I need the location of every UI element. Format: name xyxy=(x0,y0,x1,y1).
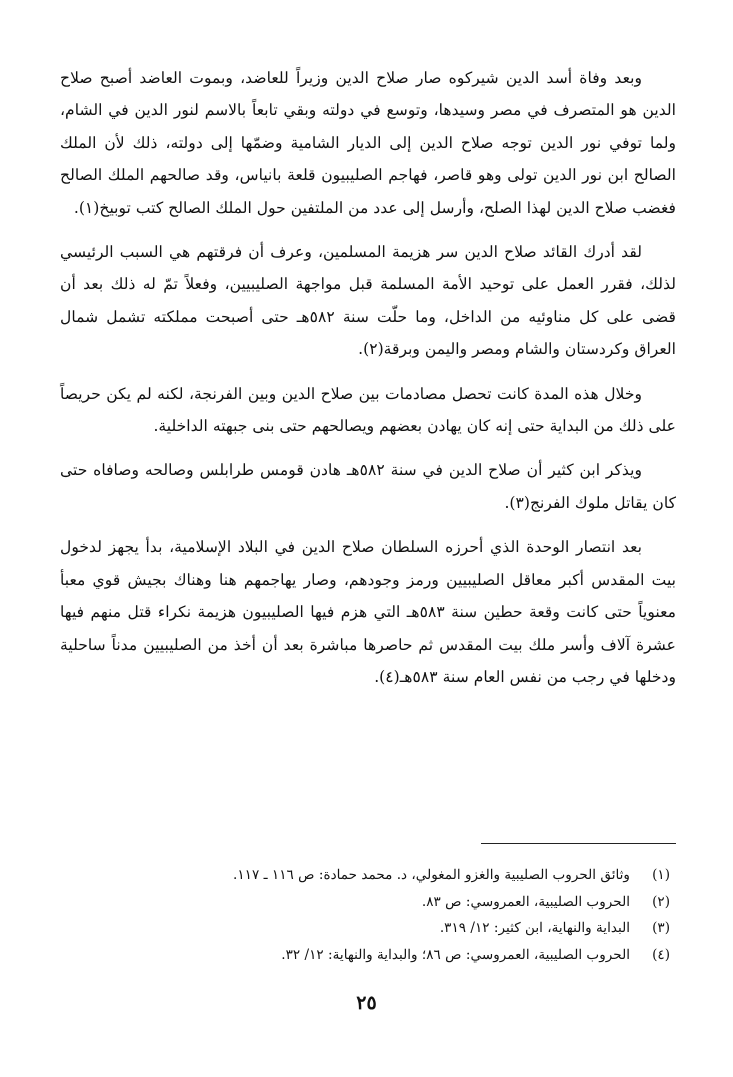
footnote-text: وثائق الحروب الصليبية والغزو المغولي، د. محمد حمادة: ص ١١٦ ـ ١١٧. xyxy=(233,867,630,883)
footnote-item xyxy=(60,942,676,969)
paragraph: وخلال هذه المدة كانت تحصل مصادمات بين صلاح الدين وبين الفرنجة، لكنه لم يكن حريصاً على ذلك من البداية حتى إنه كان يهادن بعضهم ويصالحهم حتى بنى جبهته الداخلية. xyxy=(60,384,676,436)
footnote-divider xyxy=(481,843,676,844)
body-text xyxy=(60,62,676,705)
footnote-number: (٣) xyxy=(652,920,670,936)
footnote-number: (٤) xyxy=(652,946,670,963)
paragraph: لقد أدرك القائد صلاح الدين سر هزيمة المسلمين، وعرف أن فرقتهم هي السبب الرئيسي لذلك، فقرر العمل على توحيد الأمة المسلمة قبل مواجهة الصليبيين، وفعلاً تمّ له ذلك بعد أن قضى على كل مناوئيه من الداخل، وما حلّت سنة ٥٨٢هـ حتى أصبحت مملكته تشمل شمال العراق وكردستان والشام ومصر واليمن وبرقة(٢). xyxy=(60,243,676,359)
footnote-number: (١) xyxy=(652,867,670,883)
footnote-text: الحروب الصليبية، العمروسي: ص ٨٦؛ والبداية والنهاية: ١٢/ ٣٢. xyxy=(281,946,630,963)
footnote-item xyxy=(60,915,676,942)
footnote-text: البداية والنهاية، ابن كثير: ١٢/ ٣١٩. xyxy=(439,920,630,936)
footnote-text: الحروب الصليبية، العمروسي: ص ٨٣. xyxy=(421,893,630,910)
paragraph: ويذكر ابن كثير أن صلاح الدين في سنة ٥٨٢هـ هادن قومس طرابلس وصالحه وصافاه حتى كان يقاتل ملوك الفرنج(٣). xyxy=(60,461,676,512)
page-number: ٢٥ xyxy=(356,992,377,1014)
paragraph: وبعد وفاة أسد الدين شيركوه صار صلاح الدين وزيراً للعاضد، وبموت العاضد أصبح صلاح الدين هو المتصرف في مصر وسيدها، وتوسع في دولته وبقي تابعاً بالاسم لنور الدين في الشام، ولما توفي نور الدين توجه صلاح الدين إلى الديار الشامية وضمّها إلى دولته، ذلك لأن الملك الصالح ابن نور الدين تولى وهو قاصر، فهاجم الصليبيون قلعة بانياس، وقد صالحهم الملك الصالح فغضب صلاح الدين لهذا الصلح، وأرسل إلى عدد من الملتفين حول الملك الصالح كتب توبيخ(١). xyxy=(60,69,676,217)
paragraph: بعد انتصار الوحدة الذي أحرزه السلطان صلاح الدين في البلاد الإسلامية، بدأ يجهز لدخول بيت المقدس أكبر معاقل الصليبيين ورمز وجودهم، وصار يهاجمهم هنا وهناك بجيش قوي معبأ معنوياً حتى كانت وقعة حطين سنة ٥٨٣هـ التي هزم فيها الصليبيون هزيمة نكراء قتل منهم فيها عشرة آلاف وأسر ملك بيت المقدس ثم حاصرها مباشرة بعد أن أخذ من الصليبيين مدناً ساحلية ودخلها في رجب من نفس العام سنة ٥٨٣هـ(٤). xyxy=(60,538,676,686)
footnote-number: (٢) xyxy=(652,893,670,910)
footnote-item xyxy=(60,889,676,916)
footnotes xyxy=(60,862,676,968)
footnote-item xyxy=(60,862,676,889)
